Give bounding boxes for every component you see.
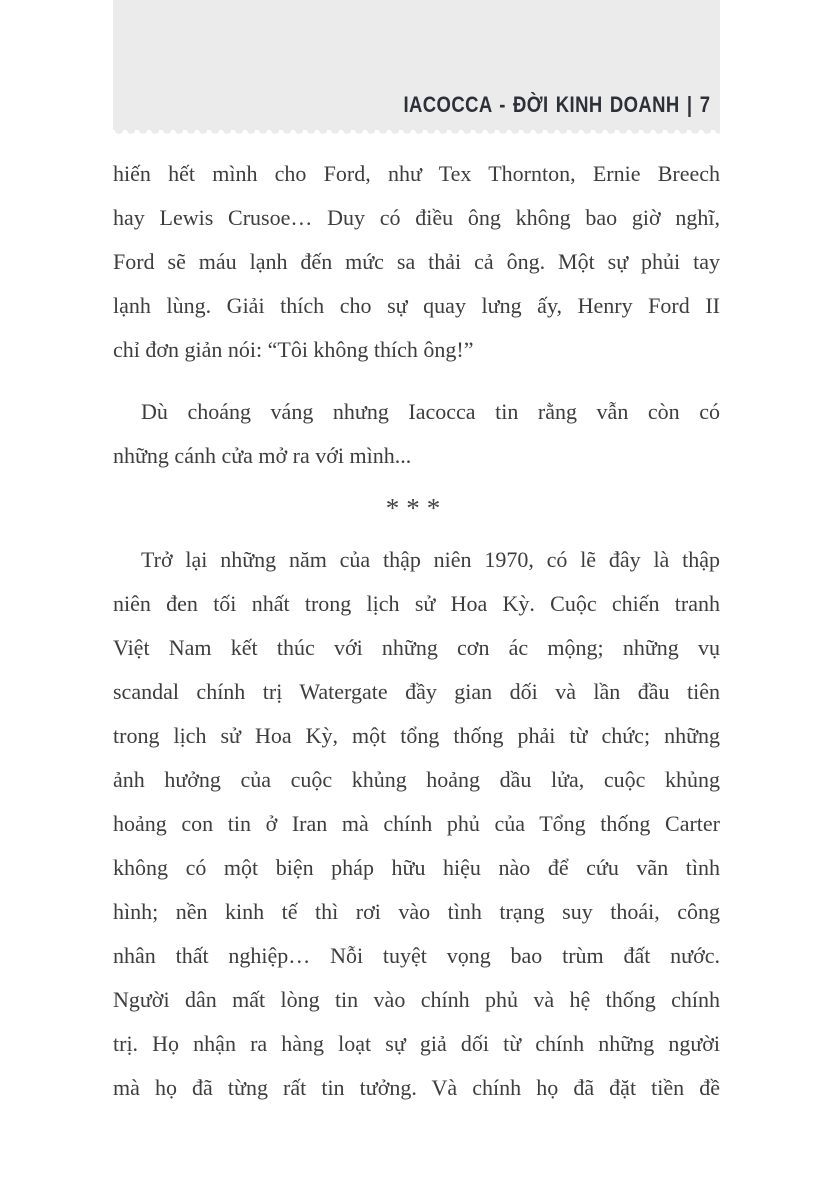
- text-line: chỉ đơn giản nói: “Tôi không thích ông!”: [113, 337, 474, 362]
- text-line: niên đen tối nhất trong lịch sử Hoa Kỳ. Cuộc chiến tranh: [113, 591, 720, 616]
- text-line: lạnh lùng. Giải thích cho sự quay lưng ấy, Henry Ford II: [113, 293, 720, 318]
- running-header: IACOCCA - ĐỜI KINH DOANH | 7: [403, 92, 710, 117]
- text-line: Dù choáng váng nhưng Iacocca tin rằng vẫn còn có: [141, 399, 720, 424]
- paragraph: [113, 538, 720, 1110]
- text-line: hay Lewis Crusoe… Duy có điều ông không bao giờ nghĩ,: [113, 205, 720, 230]
- section-separator: ***: [385, 493, 448, 523]
- text-line: không có một biện pháp hữu hiệu nào để cứu vãn tình: [113, 855, 720, 880]
- text-line: trong lịch sử Hoa Kỳ, một tổng thống phải từ chức; những: [113, 723, 720, 748]
- paragraph: [113, 152, 720, 372]
- text-line: Ford sẽ máu lạnh đến mức sa thải cả ông. Một sự phủi tay: [113, 249, 720, 274]
- text-line: mà họ đã từng rất tin tưởng. Và chính họ đã đặt tiền đề: [113, 1075, 720, 1100]
- text-line: những cánh cửa mở ra với mình...: [113, 443, 412, 468]
- text-line: hình; nền kinh tế thì rơi vào tình trạng suy thoái, công: [113, 899, 720, 924]
- text-line: nhân thất nghiệp… Nỗi tuyệt vọng bao trùm đất nước.: [113, 943, 720, 968]
- page-text: [113, 152, 720, 1110]
- text-line: Việt Nam kết thúc với những cơn ác mộng; những vụ: [113, 635, 720, 660]
- text-line: hiến hết mình cho Ford, như Tex Thornton, Ernie Breech: [113, 161, 720, 186]
- text-line: hoảng con tin ở Iran mà chính phủ của Tổng thống Carter: [113, 811, 720, 836]
- torn-edge-decoration: [113, 130, 720, 136]
- text-line: scandal chính trị Watergate đầy gian dối và lần đầu tiên: [113, 679, 720, 704]
- paragraph: [113, 390, 720, 478]
- text-line: trị. Họ nhận ra hàng loạt sự giả dối từ chính những người: [113, 1031, 720, 1056]
- text-line: Người dân mất lòng tin vào chính phủ và hệ thống chính: [113, 987, 720, 1012]
- text-line: Trở lại những năm của thập niên 1970, có lẽ đây là thập: [141, 547, 720, 572]
- page-header-band: [113, 0, 720, 130]
- text-line: ảnh hưởng của cuộc khủng hoảng dầu lửa, cuộc khủng: [113, 767, 720, 792]
